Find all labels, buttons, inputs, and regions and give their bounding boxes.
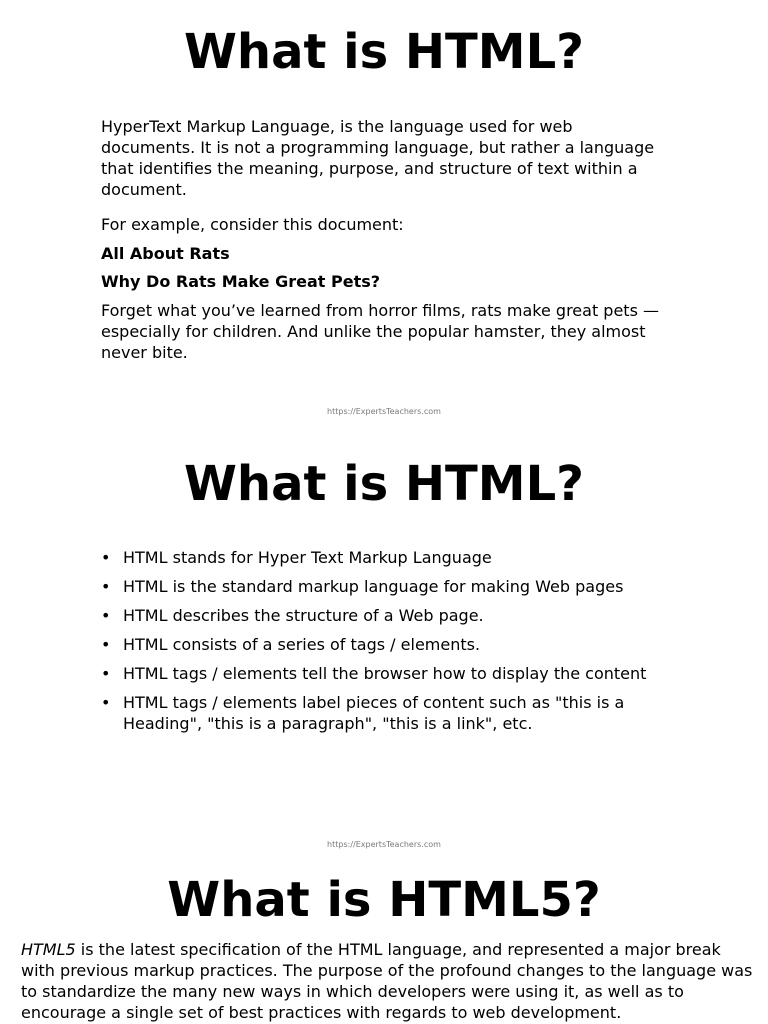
bullet-icon: • [101,635,111,654]
slide3-body-rest: is the latest specification of the HTML language, and represented a major break with previous markup practices. The purpose of the profound changes to the language was to standardize the many new ways in which developers were using it, as well as to encourage a single set of best practices with regards to web development. [21,940,753,1022]
bullet-icon: • [101,548,111,567]
bullet-item [101,663,661,684]
slide1-intro-paragraph: HyperText Markup Language, is the language used for web documents. It is not a programming language, but rather a language that identifies the meaning, purpose, and structure of text within a document. [101,117,655,199]
slide2-bullet-list [101,547,661,742]
bullet-text: HTML stands for Hyper Text Markup Language [123,548,492,567]
bullet-text: HTML tags / elements tell the browser how to display the content [123,664,647,683]
bullet-icon: • [101,577,111,596]
bullet-icon: • [101,606,111,625]
slide1-example-heading: All About Rats [101,244,230,263]
bullet-icon: • [101,693,111,712]
bullet-item [101,605,661,626]
slide1-footer-url: https://ExpertsTeachers.com [327,407,441,416]
bullet-item [101,692,661,734]
slide2-footer-url: https://ExpertsTeachers.com [327,840,441,849]
slide2-title: What is HTML? [183,456,584,512]
bullet-text: HTML is the standard markup language for making Web pages [123,577,624,596]
bullet-item [101,576,661,597]
bullet-item [101,547,661,568]
slide3-body-paragraph [21,939,756,1023]
bullet-text: HTML consists of a series of tags / elements. [123,635,481,654]
slide1-example-lead: For example, consider this document: [101,215,404,234]
bullet-text: HTML tags / elements label pieces of content such as "this is a Heading", "this is a paragraph", "this is a link", etc. [123,693,625,733]
slide1-title: What is HTML? [183,24,584,80]
bullet-text: HTML describes the structure of a Web page. [123,606,484,625]
slide3-title: What is HTML5? [167,872,601,928]
bullet-item [101,634,661,655]
slide1-example-body: Forget what you’ve learned from horror films, rats make great pets — especially for children. And unlike the popular hamster, they almost never bite. [101,301,659,362]
bullet-icon: • [101,664,111,683]
slide1-example-subheading: Why Do Rats Make Great Pets? [101,272,381,291]
slide3-body-term: HTML5 [21,940,76,959]
